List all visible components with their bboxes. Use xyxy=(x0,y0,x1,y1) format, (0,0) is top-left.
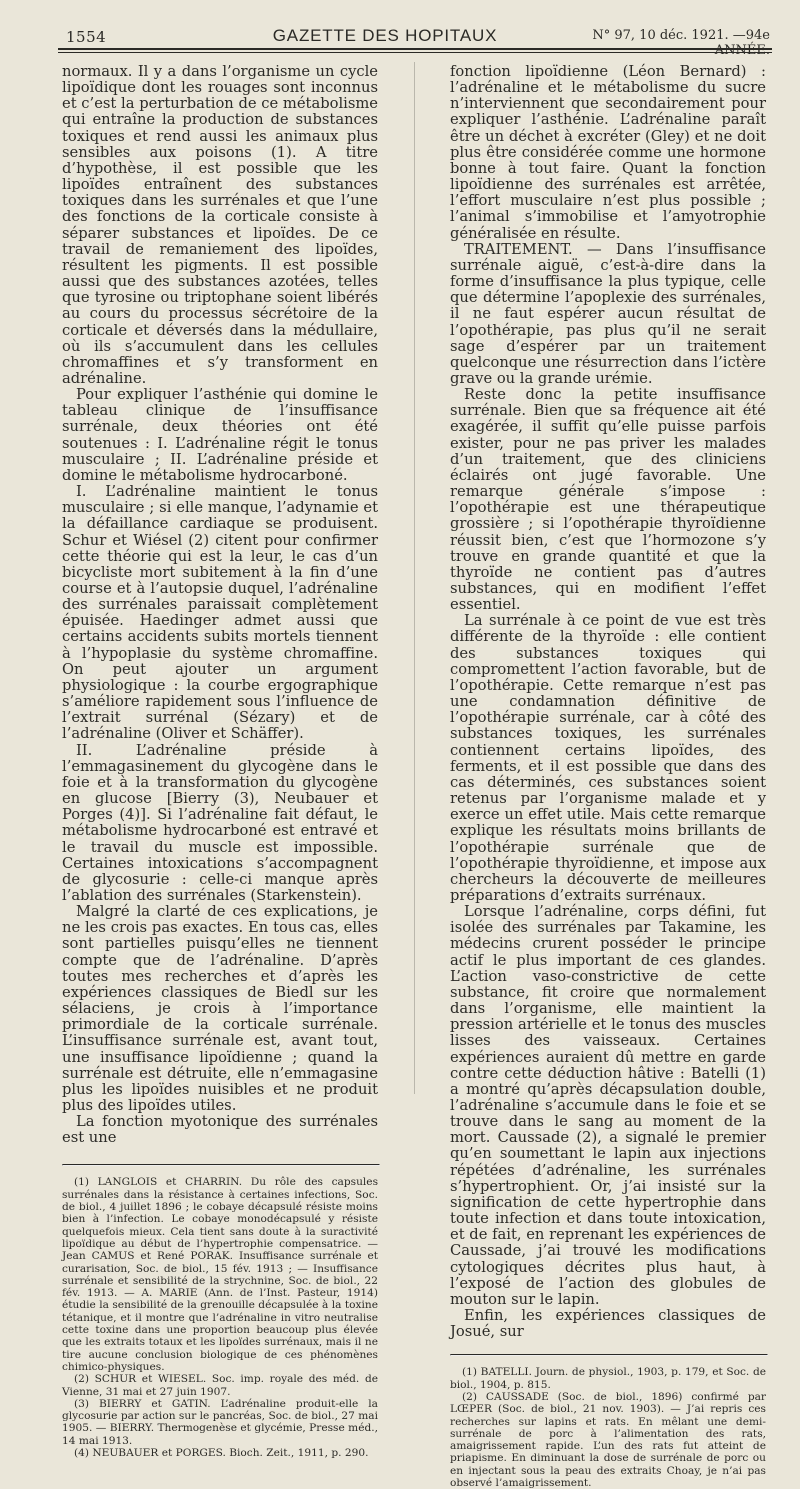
paragraph: Pour expliquer l’asthénie qui domine le tableau clinique de l’insuffisance surrénale, deux théories ont été soutenues : I. L’adrénaline régit le tonus musculaire ; II. L’adrénaline préside et domine le métabolisme hydrocarboné. xyxy=(62,386,378,484)
right-column-text xyxy=(450,64,766,1340)
footnote-rule xyxy=(450,1354,768,1356)
footnote: (2) SCHUR et WIESEL. Soc. imp. royale des méd. de Vienne, 31 mai et 27 juin 1907. xyxy=(62,1373,378,1398)
paragraph: normaux. Il y a dans l’organisme un cycle lipoïdique dont les rouages sont inconnus et c’est la perturbation de ce métabolisme qui entraîne la production de substances toxiques et rend aussi les animaux plus sensibles aux poisons (1). A titre d’hypothèse, il est possible que les lipoïdes entraînent des substances toxiques dans les surrénales et que l’une des fonctions de la corticale consiste à séparer substances et lipoïdes. De ce travail de remaniement des lipoïdes, résultent les pigments. Il est possible aussi que des substances azotées, telles que tyrosine ou triptophane soient libérés au cours du processus sécrétoire de la corticale et déversés dans la médullaire, où ils s’accumulent dans les cellules chromaffines et s’y transforment en adrénaline. xyxy=(62,63,378,387)
footnote: (4) NEUBAUER et PORGES. Bioch. Zeit., 1911, p. 290. xyxy=(74,1447,369,1459)
footnote: (1) BATELLI. Journ. de physiol., 1903, p. 179, et Soc. de biol., 1904, p. 815. xyxy=(450,1366,766,1391)
page-number: 1554 xyxy=(66,28,107,46)
journal-title: GAZETTE DES HOPITAUX xyxy=(272,26,498,45)
paragraph: II. L’adrénaline préside à l’emmagasinement du glycogène dans le foie et à la transformation du glycogène en glucose [Bierry (3), Neubauer et Porges (4)]. Si l’adrénaline fait défaut, le métabolisme hydrocarboné est entravé et le travail du muscle est impossible. Certaines intoxications s’accompagnent de glycosurie : celle-ci manque après l’ablation des surrénales (Starkenstein). xyxy=(62,741,378,904)
left-column-text xyxy=(62,64,378,1146)
header-rule-thin xyxy=(58,52,772,53)
left-column xyxy=(62,64,378,1459)
paragraph: Enfin, les expériences classiques de Josué, sur xyxy=(450,1307,766,1341)
paragraph: La surrénale à ce point de vue est très différente de la thyroïde : elle contient des substances toxiques qui compromettent l’action favorable, but de l’opothérapie. Cette remarque n’est pas une condamnation définitive de l’opothérapie surrénale, car à côté des substances toxiques, les surrénales contiennent certains lipoïdes, des ferments, et il est possible que dans des cas déterminés, ces substances soient retenus par l’organisme malade et y exerce un effet utile. Mais cette remarque explique les résultats moins brillants de l’opothérapie surrénale que de l’opothérapie thyroïdienne, et impose aux chercheurs la découverte de meilleures préparations d’extraits surrénaux. xyxy=(450,612,766,904)
column-divider xyxy=(414,62,415,1094)
page-header xyxy=(0,20,800,58)
footnote: (3) BIERRY et GATIN. L’adrénaline produit-elle la glycosurie par action sur le pancréas, Soc. de biol., 27 mai 1905. — BIERRY. Thermogenèse et glycémie, Presse méd., 14 mai 1913. xyxy=(62,1397,378,1447)
right-column xyxy=(450,64,766,1489)
footnote: (1) LANGLOIS et CHARRIN. Du rôle des capsules surrénales dans la résistance à certaines infections, Soc. de biol., 4 juillet 1896 ; le cobaye décapsulé résiste moins bien à l’infection. Le cobaye monodécapsulé y résiste quelquefois mieux. Cela tient sans doute à la suractivité lipoïdique au début de l’hypertrophie compensatrice. — Jean CAMUS et René PORAK. Insuffisance surrénale et curarisation, Soc. de biol., 15 fév. 1913 ; — Insuffisance surrénale et sensibilité de la strychnine, Soc. de biol., 22 fév. 1913. — A. MARIE (Ann. de l’Inst. Pasteur, 1914) étudie la sensibilité de la grenouille décapsulée à la toxine tétanique, et il montre que l’adrénaline in vitro neutralise cette toxine dans une proportion beaucoup plus élevée que les extraits totaux et les lipoïdes surrénaux, mais il ne tire aucune conclusion biologique de ces phénomènes chimico-physiques. xyxy=(62,1176,378,1373)
right-footnotes xyxy=(450,1366,766,1489)
paragraph: I. L’adrénaline maintient le tonus musculaire ; si elle manque, l’adynamie et la défaillance cardiaque se produisent. Schur et Wiésel (2) citent pour confirmer cette théorie qui est la leur, le cas d’un bicycliste mort subitement à la fin d’une course et à l’autopsie duquel, l’adrénaline des surrénales paraissait complètement épuisée. Haedinger admet aussi que certains accidents subits mortels tiennent à l’hypoplasie du système chromaffine. On peut ajouter un argument physiologique : la courbe ergographique s’améliore rapidement sous l’influence de l’extrait surrénal (Sézary) et de l’adrénaline (Oliver et Schäffer). xyxy=(62,483,378,743)
issue-info: N° 97, 10 déc. 1921. —94e ANNÉE. xyxy=(592,28,770,58)
footnote: (2) CAUSSADE (Soc. de biol., 1896) confirmé par LŒPER (Soc. de biol., 21 nov. 1903). — J’ai repris ces recherches sur lapins et rats. En mêlant une demi-surrénale de porc à l’alimentation des rats, amaigrissement rapide. L’un des rats fut atteint de priapisme. En diminuant la dose de surrénale de porc ou en injectant sous la peau des extraits Choay, je n’ai pas observé l’amaigrissement. xyxy=(450,1390,766,1489)
left-footnotes xyxy=(62,1176,378,1459)
paragraph: La fonction myotonique des surrénales est une xyxy=(62,1113,378,1147)
paragraph: fonction lipoïdienne (Léon Bernard) : l’adrénaline et le métabolisme du sucre n’interviennent que secondairement pour expliquer l’asthénie. L’adrénaline paraît être un déchet à excréter (Gley) et ne doit plus être considérée comme une hormone bonne à tout faire. Quant la fonction lipoïdienne des surrénales est arrêtée, l’effort musculaire n’est plus possible ; l’animal s’immobilise et l’amyotrophie généralisée en résulte. xyxy=(450,63,766,242)
paragraph: Reste donc la petite insuffisance surrénale. Bien que sa fréquence ait été exagérée, il suffit qu’elle puisse parfois exister, pour ne pas priver les malades d’un traitement, que des cliniciens éclairés ont jugé favorable. Une remarque générale s’impose : l’opothérapie est une thérapeutique grossière ; si l’opothérapie thyroïdienne réussit bien, c’est que l’hormozone s’y trouve en grande quantité et que la thyroïde ne contient pas d’autres substances, qui en modifient l’effet essentiel. xyxy=(450,386,766,614)
paragraph: Malgré la clarté de ces explications, je ne les crois pas exactes. En tous cas, elles sont partielles puisqu’elles ne tiennent compte que de l’adrénaline. D’après toutes mes recherches et d’après les expériences classiques de Biedl sur les sélaciens, je crois à l’importance primordiale de la corticale surrénale. L’insuffisance surrénale est, avant tout, une insuffisance lipoïdienne ; quand la surrénale est détruite, elle n’emmagasine plus les lipoïdes nuisibles et ne produit plus des lipoïdes utiles. xyxy=(62,903,378,1114)
paragraph: Lorsque l’adrénaline, corps défini, fut isolée des surrénales par Takamine, les médecins crurent posséder le principe actif le plus important de ces glandes. L’action vaso-constrictive de cette substance, fit croire que normalement dans l’organisme, elle maintient la pression artérielle et le tonus des muscles lisses des vaisseaux. Certaines expériences auraient dû mettre en garde contre cette déduction hâtive : Batelli (1) a montré qu’après décapsulation double, l’adrénaline s’accumule dans le foie et se trouve dans le sang au moment de la mort. Caussade (2), a signalé le premier qu’en soumettant le lapin aux injections répétées d’adrénaline, les surrénales s’hypertrophient. Or, j’ai insisté sur la signification de cette hypertrophie dans toute infection et dans toute intoxication, et de fait, en reprenant les expériences de Caussade, j’ai trouvé les modifications cytologiques décrites plus haut, à l’exposé de l’action des globules de mouton sur le lapin. xyxy=(450,903,766,1308)
header-rule xyxy=(58,48,772,50)
paragraph: TRAITEMENT. — Dans l’insuffisance surrénale aiguë, c’est-à-dire dans la forme d’insuffisance la plus typique, celle que détermine l’apoplexie des surrénales, il ne faut espérer aucun résultat de l’opothérapie, pas plus qu’il ne serait sage d’espérer par un traitement quelconque une résurrection dans l’ictère grave ou la grande urémie. xyxy=(450,240,766,387)
footnote-rule xyxy=(62,1164,380,1166)
